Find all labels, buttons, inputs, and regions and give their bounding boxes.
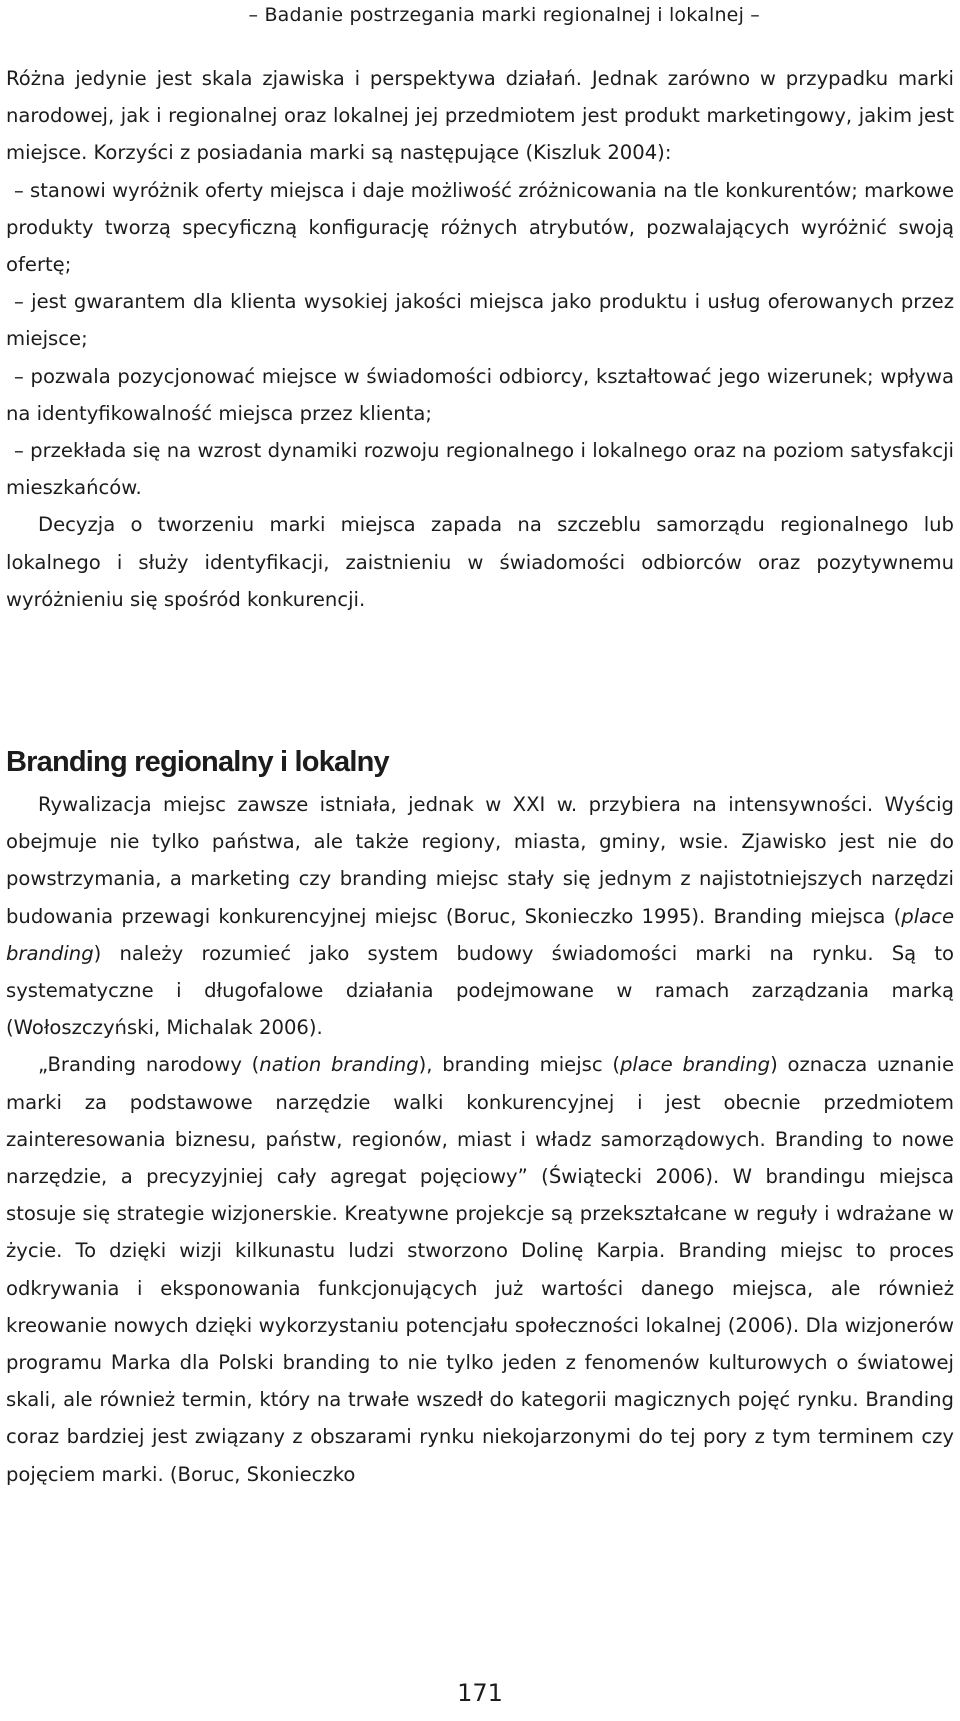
- nation-text-a: „Branding narodowy (: [38, 1053, 260, 1077]
- benefit-item-3: – pozwala pozycjonować miejsce w świadomości odbiorcy, kształtować jego wizerunek; wpływa na identyfikowalność miejsca przez klienta;: [6, 364, 954, 425]
- page-number: 171: [457, 1679, 503, 1707]
- rivalry-text-b: ) należy rozumieć jako system budowy świadomości marki na rynku. Są to systematyczne i długofalowe działania podejmowane w ramach zarządzania marką (Wołoszczyński, Michalak 2006).: [6, 941, 954, 1040]
- nation-branding-paragraph: [6, 1046, 954, 1492]
- running-header: – Badanie postrzegania marki regionalnej i lokalnej –: [248, 4, 760, 26]
- section-1: [6, 60, 954, 618]
- intro-paragraph: Różna jedynie jest skala zjawiska i perspektywa działań. Jednak zarówno w przypadku marki narodowej, jak i regionalnej oraz lokalnej jej przedmiotem jest produkt marketingowy, jakim jest miejsce. Korzyści z posiadania marki są następujące (Kiszluk 2004):: [6, 67, 954, 165]
- section-2: [6, 786, 954, 1493]
- section-heading: Branding regionalny i lokalny: [6, 746, 389, 778]
- nation-text-c: ) oznacza uznanie marki za podstawowe narzędzie walki konkurencyjnej i jest obecnie przedmiotem zainteresowania biznesu, państw, regionów, miast i władz samorządowych. Branding to nowe narzędzie, a precyzyjniej cały agregat pojęciowy” (Świątecki 2006). W brandingu miejsca stosuje się strategie wizjonerskie. Kreatywne projekcje są przekształcane w reguły i wdrażane w życie. To dzięki wizji kilkunastu ludzi stworzono Dolinę Karpia. Branding miejsc to proces odkrywania i eksponowania funkcjonujących już wartości danego miejsca, ale również kreowanie nowych dzięki wykorzystaniu potencjału społeczności lokalnej (2006). Dla wizjonerów programu Marka dla Polski branding to nie tylko jeden z fenomenów kulturowych o światowej skali, ale również termin, który na trwałe wszedł do kategorii magicznych pojęć rynku. Branding coraz bardziej jest związany z obszarami rynku niekojarzonymi do tej pory z tym terminem czy pojęciem marki. (Boruc, Skonieczko: [6, 1053, 955, 1486]
- decision-paragraph: Decyzja o tworzeniu marki miejsca zapada na szczeblu samorządu regionalnego lub lokalnego i służy identyfikacji, zaistnieniu w świadomości odbiorców oraz pozytywnemu wyróżnieniu się spośród konkurencji.: [6, 513, 954, 611]
- term-place-branding-2: place branding: [620, 1053, 771, 1077]
- benefit-item-1: – stanowi wyróżnik oferty miejsca i daje możliwość zróżnicowania na tle konkurentów; markowe produkty tworzą specyficzną konfigurację różnych atrybutów, pozwalających wyróżnić swoją ofertę;: [6, 178, 954, 277]
- benefit-item-4: – przekłada się na wzrost dynamiki rozwoju regionalnego i lokalnego oraz na poziom satysfakcji mieszkańców.: [6, 439, 954, 500]
- benefit-item-2: – jest gwarantem dla klienta wysokiej jakości miejsca jako produktu i usług oferowanych przez miejsce;: [6, 290, 954, 351]
- term-place-branding: place branding: [6, 904, 954, 965]
- rivalry-paragraph: [6, 786, 954, 1046]
- nation-text-b: ), branding miejsc (: [418, 1053, 620, 1077]
- term-nation-branding: nation branding: [259, 1053, 419, 1077]
- rivalry-text-a: Rywalizacja miejsc zawsze istniała, jednak w XXI w. przybiera na intensywności. Wyścig obejmuje nie tylko państwa, ale także regiony, miasta, gminy, wsie. Zjawisko jest nie do powstrzymania, a marketing czy branding miejsc stały się jednym z najistotniejszych narzędzi budowania przewagi konkurencyjnej miejsc (Boruc, Skonieczko 1995). Branding miejsca (: [6, 793, 954, 928]
